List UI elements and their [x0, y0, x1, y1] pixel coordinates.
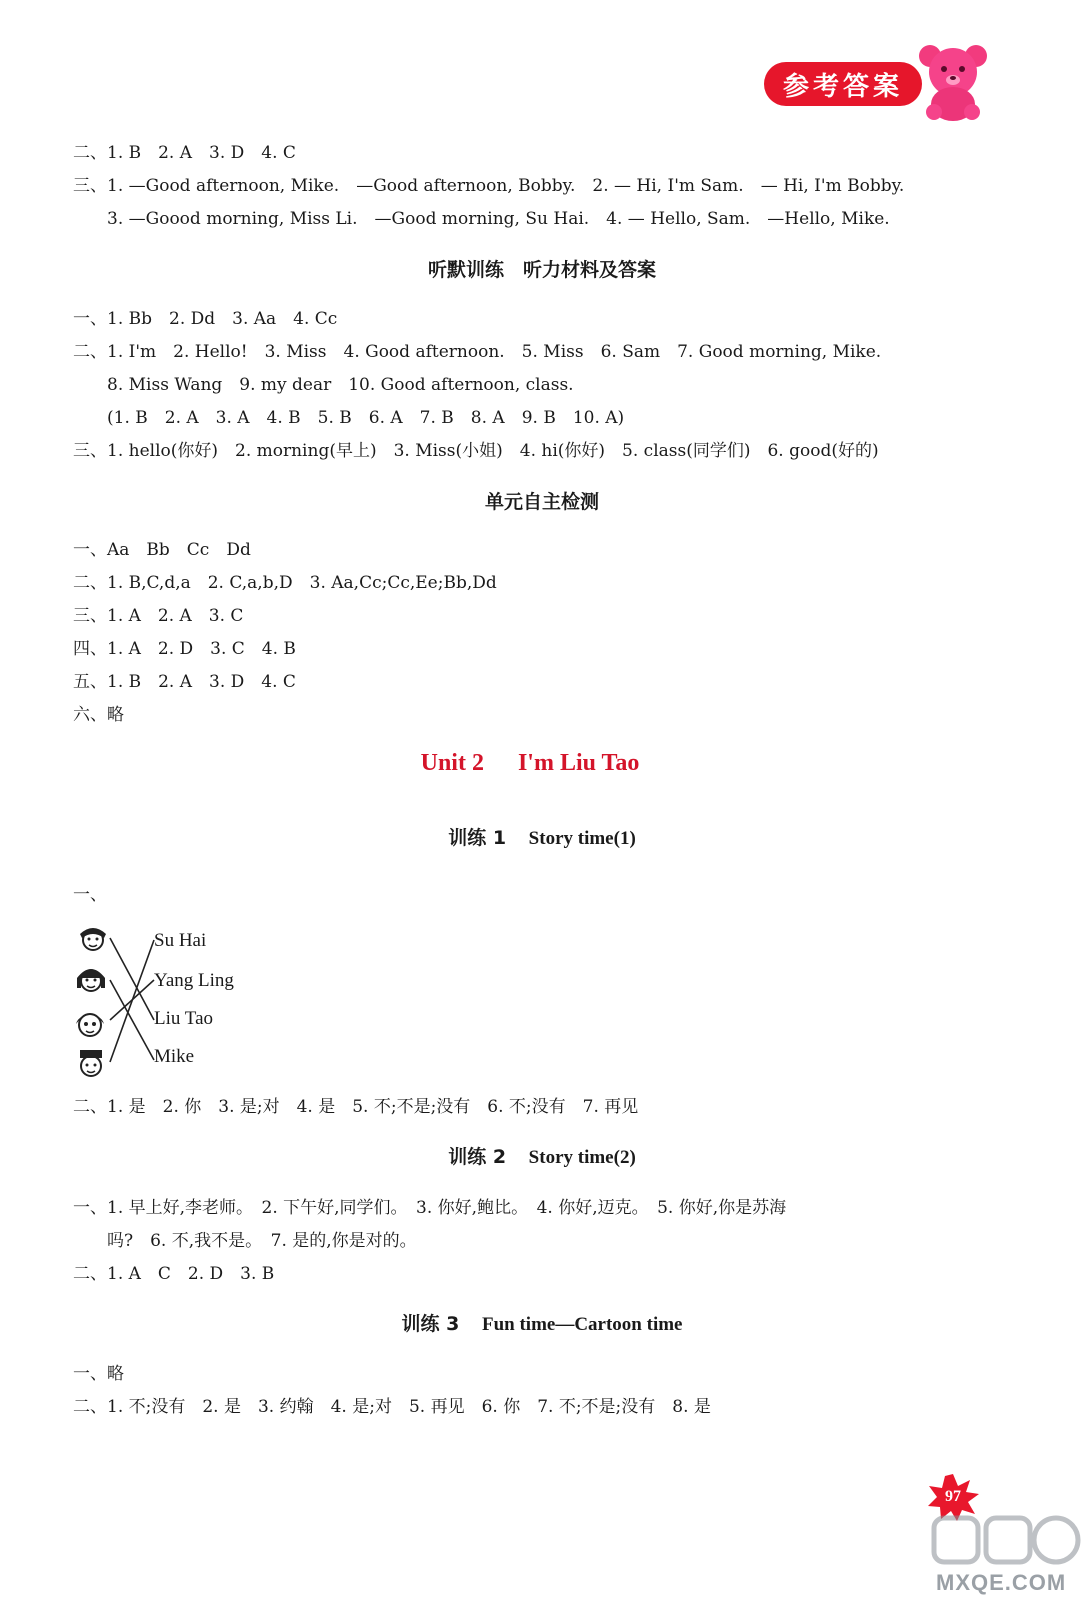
heading-en: Story time(1) [528, 828, 636, 849]
answer-line: 一、略 [73, 1364, 124, 1384]
match-name: Mike [154, 1046, 195, 1067]
unit-label: Unit 2 [420, 750, 484, 776]
answer-line: 二、1. B,C,d,a 2. C,a,b,D 3. Aa,Cc;Cc,Ee;Bb,Dd [73, 573, 497, 593]
unit-title [0, 750, 1060, 777]
answer-key-badge: 参考答案 [764, 62, 922, 106]
answer-line: (1. B 2. A 3. A 4. B 5. B 6. A 7. B 8. A 9. B 10. A) [107, 408, 625, 428]
answer-line: 二、1. 是 2. 你 3. 是;对 4. 是 5. 不;不是;没有 6. 不;没有 7. 再见 [73, 1097, 639, 1117]
answer-line: 三、1. A 2. A 3. C [73, 606, 244, 626]
answer-line: 三、1. —Good afternoon, Mike. —Good afternoon, Bobby. 2. — Hi, I'm Sam. — Hi, I'm Bobby. [73, 176, 905, 196]
matching-exercise [70, 920, 330, 1100]
section-heading [0, 1145, 1084, 1170]
unit-name: I'm Liu Tao [517, 750, 640, 776]
heading-zh: 训练 1 [448, 827, 507, 849]
answer-line: 四、1. A 2. D 3. C 4. B [73, 639, 296, 659]
section-heading: 听默训练 听力材料及答案 [427, 259, 656, 281]
answer-line: 一、1. 早上好,李老师。 2. 下午好,同学们。 3. 你好,鲍比。 4. 你好,迈克。 5. 你好,你是苏海 [73, 1198, 787, 1218]
heading-en: Story time(2) [528, 1147, 636, 1168]
answer-line: 一、 [73, 885, 107, 905]
answer-line: 三、1. hello(你好) 2. morning(早上) 3. Miss(小姐) 4. hi(你好) 5. class(同学们) 6. good(好的) [73, 441, 879, 461]
bear-icon [912, 42, 994, 122]
heading-zh: 训练 2 [448, 1146, 507, 1168]
section-heading [0, 1312, 1084, 1337]
section-heading: 单元自主检测 [484, 491, 599, 513]
answer-line: 六、略 [73, 705, 124, 725]
answer-line: 吗? 6. 不,我不是。 7. 是的,你是对的。 [107, 1231, 417, 1251]
answer-line: 二、1. B 2. A 3. D 4. C [73, 143, 296, 163]
page-number: 97 [945, 1488, 961, 1505]
answer-line: 二、1. 不;没有 2. 是 3. 约翰 4. 是;对 5. 再见 6. 你 7. 不;不是;没有 8. 是 [73, 1397, 711, 1417]
section-heading [0, 826, 1084, 851]
heading-zh: 训练 3 [401, 1313, 460, 1335]
match-name: Liu Tao [154, 1008, 214, 1029]
answer-line: 二、1. A C 2. D 3. B [73, 1264, 275, 1284]
answer-line: 一、1. Bb 2. Dd 3. Aa 4. Cc [73, 309, 338, 329]
answer-line: 3. —Goood morning, Miss Li. —Good morning, Su Hai. 4. — Hello, Sam. —Hello, Mike. [107, 209, 890, 229]
answer-line: 二、1. I'm 2. Hello! 3. Miss 4. Good afternoon. 5. Miss 6. Sam 7. Good morning, Mike. [73, 342, 882, 362]
match-name: Su Hai [154, 930, 207, 951]
heading-en: Fun time—Cartoon time [481, 1314, 683, 1335]
watermark-text: MXQE.COM [936, 1570, 1067, 1595]
answer-line: 8. Miss Wang 9. my dear 10. Good afternoon, class. [107, 375, 574, 395]
answer-line: 五、1. B 2. A 3. D 4. C [73, 672, 296, 692]
answer-line: 一、Aa Bb Cc Dd [73, 540, 251, 560]
match-name: Yang Ling [154, 970, 234, 991]
